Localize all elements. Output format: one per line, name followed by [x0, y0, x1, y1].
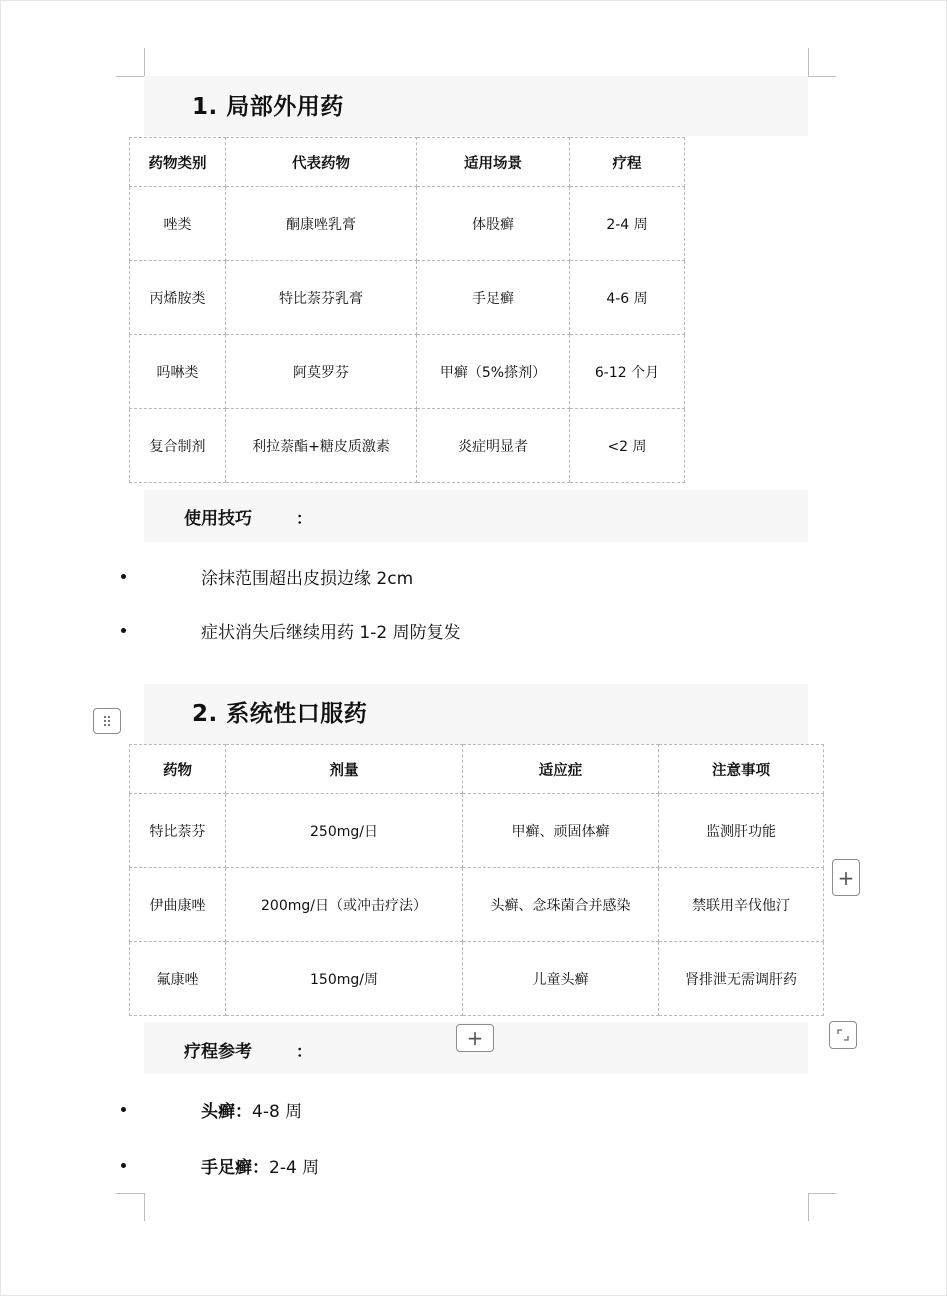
list-item[interactable]: 涂抹范围超出皮损边缘 2cm	[201, 569, 414, 589]
table-header-row	[130, 745, 824, 794]
table-cell[interactable]: 150mg/周	[226, 942, 463, 1016]
resize-corner-icon[interactable]	[829, 1021, 857, 1049]
table-cell[interactable]: 甲癣（5%搽剂）	[417, 335, 570, 409]
table-cell[interactable]: 肾排泄无需调肝药	[659, 942, 824, 1016]
reference-colon: ：	[296, 1042, 313, 1061]
table-row	[130, 335, 685, 409]
resize-corner-icon	[837, 1029, 849, 1041]
table-cell[interactable]: 禁联用辛伐他汀	[659, 868, 824, 942]
table-cell[interactable]: 体股癣	[417, 187, 570, 261]
table-cell[interactable]: 200mg/日（或冲击疗法）	[226, 868, 463, 942]
table-header-row	[130, 138, 685, 187]
table-cell[interactable]: 甲癣、顽固体癣	[463, 794, 659, 868]
table-cell[interactable]: 2-4 周	[570, 187, 685, 261]
corner-mark-top-right	[808, 76, 836, 77]
grip-dots-icon[interactable]	[93, 708, 121, 734]
reference-label[interactable]: 疗程参考	[184, 1042, 252, 1062]
section-heading[interactable]: 2. 系统性口服药	[192, 701, 368, 727]
table-row	[130, 409, 685, 483]
list-item-colon: ：	[252, 1158, 269, 1178]
corner-mark-bottom-left	[144, 1193, 145, 1221]
table-cell[interactable]: 伊曲康唑	[130, 868, 226, 942]
table-cell[interactable]: 特比萘芬	[130, 794, 226, 868]
table-cell[interactable]: 6-12 个月	[570, 335, 685, 409]
corner-mark-top-right	[808, 48, 809, 76]
corner-mark-top-left	[116, 76, 144, 77]
table-cell[interactable]: <2 周	[570, 409, 685, 483]
table-cell[interactable]: 吗啉类	[130, 335, 226, 409]
list-item-value: 2-4 周	[269, 1158, 320, 1178]
table-row	[130, 794, 824, 868]
table-cell[interactable]: 手足癣	[417, 261, 570, 335]
oral-drugs-table[interactable]	[129, 744, 824, 1016]
corner-mark-bottom-left	[116, 1193, 144, 1194]
table-header-cell[interactable]: 药物	[130, 745, 226, 794]
corner-mark-bottom-right	[808, 1193, 836, 1194]
corner-mark-top-left	[144, 48, 145, 76]
table-row	[130, 942, 824, 1016]
table-cell[interactable]: 酮康唑乳膏	[226, 187, 417, 261]
table-header-cell[interactable]: 适用场景	[417, 138, 570, 187]
table-header-cell[interactable]: 适应症	[463, 745, 659, 794]
table-header-cell[interactable]: 药物类别	[130, 138, 226, 187]
table-cell[interactable]: 头癣、念珠菌合并感染	[463, 868, 659, 942]
list-item-value: 4-8 周	[252, 1102, 303, 1122]
list-item-label: 头癣	[201, 1102, 235, 1122]
bullet-dot	[121, 574, 126, 579]
table-cell[interactable]: 氟康唑	[130, 942, 226, 1016]
bullet-dot	[121, 1107, 126, 1112]
bullet-dot	[121, 1163, 126, 1168]
plus-icon: +	[837, 865, 855, 890]
add-row-button[interactable]	[456, 1024, 494, 1052]
table-cell[interactable]: 炎症明显者	[417, 409, 570, 483]
table-cell[interactable]: 监测肝功能	[659, 794, 824, 868]
table-row	[130, 261, 685, 335]
corner-mark-bottom-right	[808, 1193, 809, 1221]
table-cell[interactable]: 250mg/日	[226, 794, 463, 868]
list-item[interactable]	[201, 1153, 319, 1178]
table-cell[interactable]: 唑类	[130, 187, 226, 261]
tips-label[interactable]: 使用技巧	[184, 509, 252, 529]
topical-drugs-table[interactable]	[129, 137, 685, 483]
list-item[interactable]	[201, 1097, 302, 1122]
list-item-label: 手足癣	[201, 1158, 252, 1178]
list-item-colon: ：	[235, 1102, 252, 1122]
table-cell[interactable]: 丙烯胺类	[130, 261, 226, 335]
table-cell[interactable]: 儿童头癣	[463, 942, 659, 1016]
table-row	[130, 187, 685, 261]
grip-dots-icon	[102, 715, 112, 727]
tips-colon: ：	[296, 509, 313, 528]
table-cell[interactable]: 4-6 周	[570, 261, 685, 335]
table-header-cell[interactable]: 注意事项	[659, 745, 824, 794]
add-column-button[interactable]	[832, 859, 860, 896]
section-heading[interactable]: 1. 局部外用药	[192, 94, 344, 120]
table-header-cell[interactable]: 疗程	[570, 138, 685, 187]
table-row	[130, 868, 824, 942]
table-cell[interactable]: 特比萘芬乳膏	[226, 261, 417, 335]
table-cell[interactable]: 阿莫罗芬	[226, 335, 417, 409]
plus-icon: +	[466, 1026, 484, 1050]
table-cell[interactable]: 利拉萘酯+糖皮质激素	[226, 409, 417, 483]
table-header-cell[interactable]: 剂量	[226, 745, 463, 794]
table-header-cell[interactable]: 代表药物	[226, 138, 417, 187]
bullet-dot	[121, 628, 126, 633]
list-item[interactable]: 症状消失后继续用药 1-2 周防复发	[201, 623, 461, 643]
table-cell[interactable]: 复合制剂	[130, 409, 226, 483]
